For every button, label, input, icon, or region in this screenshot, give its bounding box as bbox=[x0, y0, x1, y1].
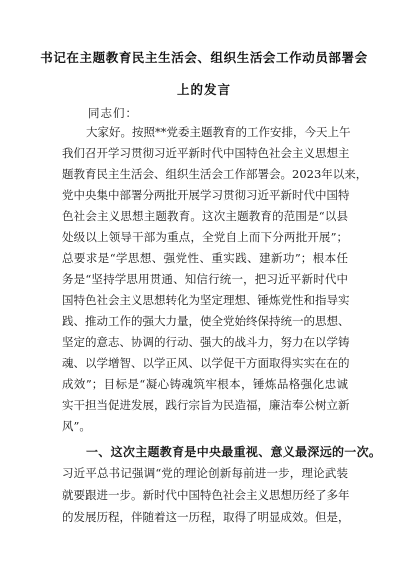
body-line: 风”。 bbox=[62, 419, 91, 433]
body-line: 国特色社会主义思想转化为坚定理想、锤炼党性和指导实 bbox=[62, 293, 350, 307]
body-line: 题教育民主生活会、组织生活会工作部署会。2023年以来， bbox=[62, 167, 368, 181]
body-line: 党中央集中部署分两批开展学习贯彻习近平新时代中国特 bbox=[62, 188, 350, 202]
body-line: 总要求是“学思想、强党性、重实践、建新功”；根本任 bbox=[62, 251, 348, 265]
body-line: 色社会主义思想主题教育。这次主题教育的范围是“以县 bbox=[62, 209, 348, 223]
body-line: 务是“坚持学思用贯通、知信行统一，把习近平新时代中 bbox=[62, 272, 348, 286]
document-title-line-1: 书记在主题教育民主生活会、组织生活会工作动员部署会 bbox=[40, 50, 368, 65]
document-title-line-2: 上的发言 bbox=[176, 82, 231, 97]
body-line: 实干担当促进发展，践行宗旨为民造福，廉洁奉公树立新 bbox=[62, 398, 350, 412]
body-line: 践、推动工作的强大力量，使全党始终保持统一的思想、 bbox=[62, 314, 350, 328]
body-line: 成效”；目标是“凝心铸魂筑牢根本，锤炼品格强化忠诚 bbox=[62, 377, 348, 391]
salutation: 同志们： bbox=[88, 106, 138, 120]
body-line: 魂、以学增智、以学正风、以学促干方面取得实实在在的 bbox=[62, 356, 350, 370]
body-line: 处级以上领导干部为重点，全党自上而下分两批开展”； bbox=[62, 230, 348, 244]
section-heading: 一、这次主题教育是中央最重视、意义最深远的一次。 bbox=[86, 445, 382, 459]
body-line: 大家好。按照**党委主题教育的工作安排，今天上午 bbox=[86, 125, 351, 139]
body-line: 我们召开学习贯彻习近平新时代中国特色社会主义思想主 bbox=[62, 146, 350, 160]
body-line: 习近平总书记强调“党的理论创新每前进一步，理论武装 bbox=[62, 466, 348, 480]
body-line: 就要跟进一步。新时代中国特色社会主义思想历经了多年 bbox=[62, 488, 350, 502]
body-line: 的发展历程，伴随着这一历程，取得了明显成效。但是， bbox=[62, 510, 350, 524]
body-line: 坚定的意志、协调的行动、强大的战斗力，努力在以学铸 bbox=[62, 335, 350, 349]
